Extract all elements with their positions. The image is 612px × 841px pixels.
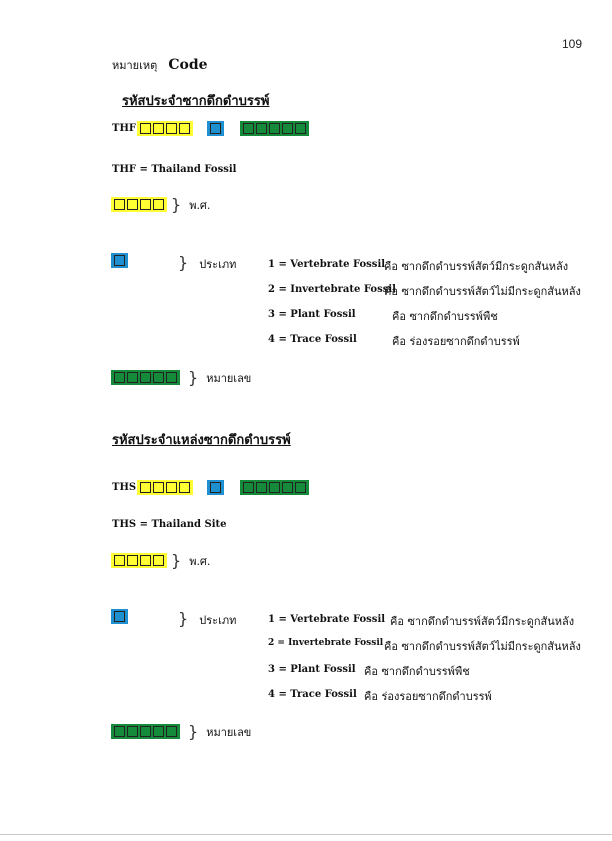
type-desc-3: คือ ซากดึกดำบรรพ์พืช [364,665,470,678]
type-desc-2: คือ ซากดึกดำบรรพ์สัตว์ไม่มีกระดูกสันหลัง [384,640,581,653]
year-boxes [137,121,193,136]
number-boxes [240,121,309,136]
type-code-4: 4 = Trace Fossil [268,334,357,345]
brace-icon: } [188,722,199,741]
type-desc-2: คือ ซากดึกดำบรรพ์สัตว์ไม่มีกระดูกสันหลัง [384,285,581,298]
number-boxes-legend [111,370,180,385]
type-box [207,121,224,136]
type-box-legend [111,609,128,624]
type-code-3: 3 = Plant Fossil [268,664,356,675]
type-desc-3: คือ ซากดึกดำบรรพ์พืช [392,310,498,323]
remark-label: หมายเหตุ [112,59,158,72]
type-code-3: 3 = Plant Fossil [268,309,356,320]
type-code-2: 2 = Invertebrate Fossil [268,284,396,295]
section2-prefix: THS [112,482,137,493]
section1-type-legend [111,251,128,270]
number-boxes-legend [111,724,180,739]
brace-icon: } [178,609,189,628]
brace-icon: } [171,551,182,570]
brace-icon: } [178,253,189,272]
brace-icon: } [188,368,199,387]
type-label: ประเภท [199,258,237,271]
section2-code-format [112,480,309,495]
type-box [207,480,224,495]
year-boxes-legend [111,553,167,568]
year-label: พ.ศ. [189,554,211,568]
type-desc-4: คือ ร่องรอยซากดึกดำบรรพ์ [392,335,520,348]
year-label: พ.ศ. [189,198,211,212]
section2-type-brace-wrap [178,609,236,629]
header [112,54,208,74]
scan-edge-line [0,834,612,835]
type-desc-4: คือ ร่องรอยซากดึกดำบรรพ์ [364,690,492,703]
year-boxes-legend [111,197,167,212]
type-label: ประเภท [199,614,237,627]
page-number: 109 [562,37,583,51]
type-box-legend [111,253,128,268]
number-label: หมายเลข [206,725,252,739]
section1-year-legend [111,195,210,214]
section2-year-legend [111,551,210,570]
brace-icon: } [171,195,182,214]
type-code-4: 4 = Trace Fossil [268,689,357,700]
section2-type-legend [111,607,128,626]
year-boxes [137,480,193,495]
section1-code-format [112,121,309,136]
section1-type-brace-wrap [178,253,236,273]
section2-title: รหัสประจำแหล่งซากดึกดำบรรพ์ [112,433,291,448]
type-code-2: 2 = Invertebrate Fossil [268,638,384,648]
section1-title: รหัสประจำซากดึกดำบรรพ์ [122,94,270,109]
type-desc-1: คือ ซากดึกดำบรรพ์สัตว์มีกระดูกสันหลัง [384,260,569,273]
section1-number-legend [111,368,251,387]
section2-definition: THS = Thailand Site [112,519,227,530]
code-label: Code [168,57,208,73]
section1-prefix: THF [112,123,136,134]
section1-definition: THF = Thailand Fossil [112,164,237,175]
type-desc-1: คือ ซากดึกดำบรรพ์สัตว์มีกระดูกสันหลัง [390,615,575,628]
number-label: หมายเลข [206,371,252,385]
number-boxes [240,480,309,495]
section2-number-legend [111,722,251,741]
type-code-1: 1 = Vertebrate Fossil [268,614,386,625]
type-code-1: 1 = Vertebrate Fossil [268,259,386,270]
